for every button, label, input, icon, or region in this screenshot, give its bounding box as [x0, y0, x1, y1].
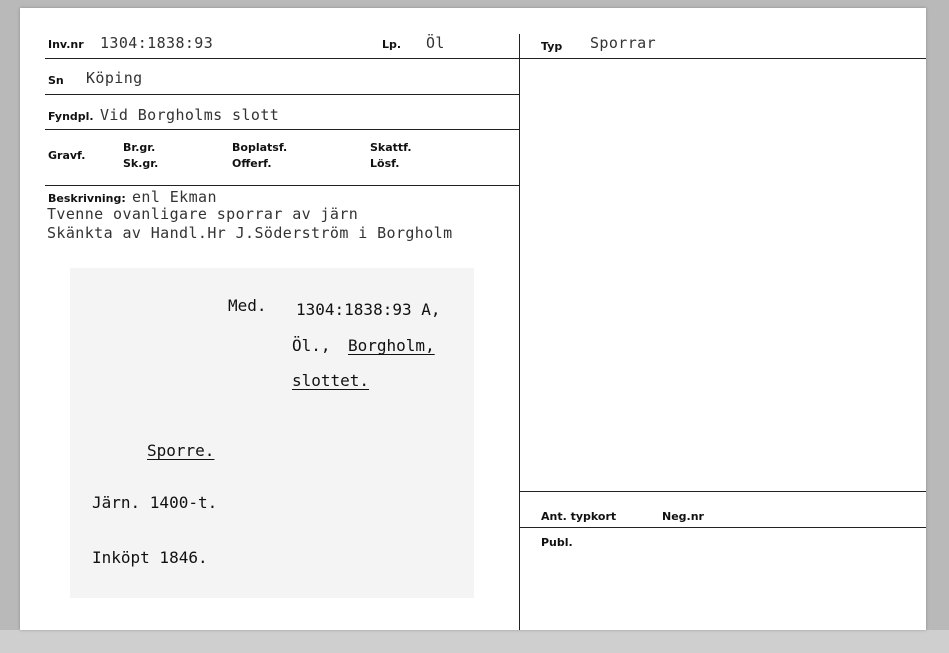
rule-gravf	[45, 185, 519, 186]
negnr-label: Neg.nr	[662, 510, 704, 523]
pasted-label-slip	[70, 268, 474, 598]
beskrivning-line-1: enl Ekman	[132, 188, 217, 206]
lp-value: Öl	[426, 34, 445, 52]
boplatsf-label: Boplatsf.	[232, 141, 288, 154]
sn-label: Sn	[48, 74, 64, 87]
lp-label: Lp.	[382, 38, 402, 51]
slip-slottet: slottet.	[292, 371, 370, 390]
rule-header	[45, 58, 926, 59]
slip-ol: Öl.,	[292, 336, 331, 355]
typ-label: Typ	[541, 40, 563, 53]
offerf-label: Offerf.	[232, 157, 272, 170]
skattf-label: Skattf.	[370, 141, 412, 154]
invnr-value: 1304:1838:93	[100, 34, 214, 52]
rule-fyndpl	[45, 129, 519, 130]
rule-right-upper	[519, 491, 926, 492]
column-divider	[519, 34, 520, 630]
beskrivning-line-2: Tvenne ovanligare sporrar av järn	[47, 205, 359, 223]
beskrivning-line-3: Skänkta av Handl.Hr J.Söderström i Borgholm	[47, 224, 453, 242]
publ-label: Publ.	[541, 536, 573, 549]
rule-right-lower	[519, 527, 926, 528]
losf-label: Lösf.	[370, 157, 400, 170]
sn-value: Köping	[86, 69, 143, 87]
rule-sn	[45, 94, 519, 95]
beskrivning-label: Beskrivning:	[48, 192, 126, 205]
fyndpl-label: Fyndpl.	[48, 110, 94, 123]
slip-number: 1304:1838:93 A,	[296, 300, 441, 319]
gravf-label: Gravf.	[48, 149, 86, 162]
ant-typkort-label: Ant. typkort	[541, 510, 617, 523]
scan-background-strip	[0, 630, 949, 653]
slip-jarn: Järn. 1400-t.	[92, 493, 218, 512]
slip-inkopt: Inköpt 1846.	[92, 548, 208, 567]
brgr-label: Br.gr.	[123, 141, 156, 154]
skgr-label: Sk.gr.	[123, 157, 159, 170]
slip-sporre: Sporre.	[147, 441, 215, 460]
typ-value: Sporrar	[590, 34, 657, 52]
invnr-label: Inv.nr	[48, 38, 84, 51]
slip-borgholm: Borgholm,	[348, 336, 435, 355]
fyndpl-value: Vid Borgholms slott	[100, 106, 280, 124]
slip-med: Med.	[228, 296, 267, 315]
